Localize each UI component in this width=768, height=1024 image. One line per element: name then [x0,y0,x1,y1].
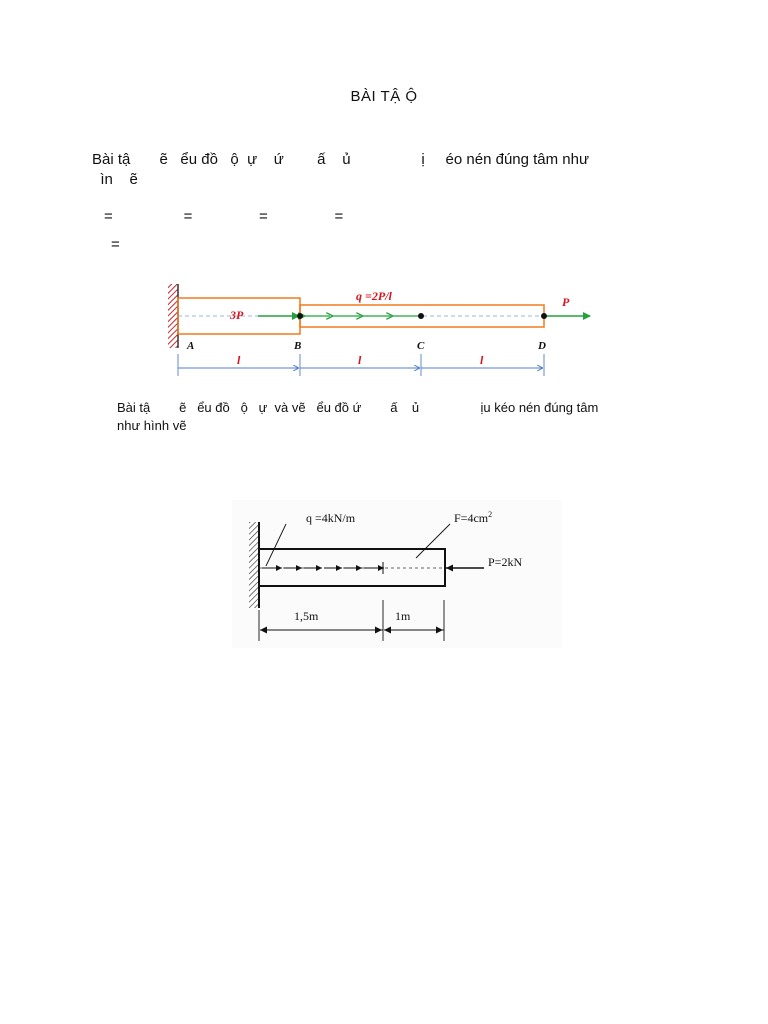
point-a: A [187,340,195,352]
point-c: C [417,340,425,352]
label-q: q =2P/l [356,289,392,303]
page-title: BÀI TẬ Ộ [350,88,418,105]
equation-row-1: = = = = [104,208,344,225]
dim-1m: 1m [395,609,411,623]
label-p-2: P=2kN [488,555,523,569]
fixed-support-wall [168,284,178,348]
node-b [297,313,303,319]
exercise-1-line-1: Bài tậ ẽ ểu đồ ộ ự ứ ấ ủ ị éo nén đúng tâm như [92,151,590,168]
dim-1-5m: 1,5m [294,609,319,623]
segment-length-3: l [480,353,484,367]
exercise-1-line-2: ìn ẽ [92,171,138,188]
label-area: $F=4cm^2$ [454,510,493,525]
label-3p: 3P [230,308,244,322]
segment-length-1: l [237,353,241,367]
point-d: D [538,340,546,352]
label-q-2: q =4kN/m [306,511,356,525]
segment-length-2: l [358,353,362,367]
label-p: P [562,295,570,309]
exercise-2-line-1: Bài tậ ẽ ểu đồ ộ ự và vẽ ểu đồ ứ ấ ủ ịu kéo nén đúng tâm [117,400,599,415]
equation-row-2: = [111,236,120,253]
point-b: B [294,340,302,352]
exercise-1-text [92,150,682,190]
exercise-2-line-2: như hình vẽ [117,418,187,433]
node-d [541,313,547,319]
node-c [418,313,424,319]
exercise-2-text [117,399,687,435]
figure-2-cantilever-bar [232,500,562,648]
figure-1-stepped-bar [160,278,600,383]
fixed-support-wall-2 [249,522,259,608]
